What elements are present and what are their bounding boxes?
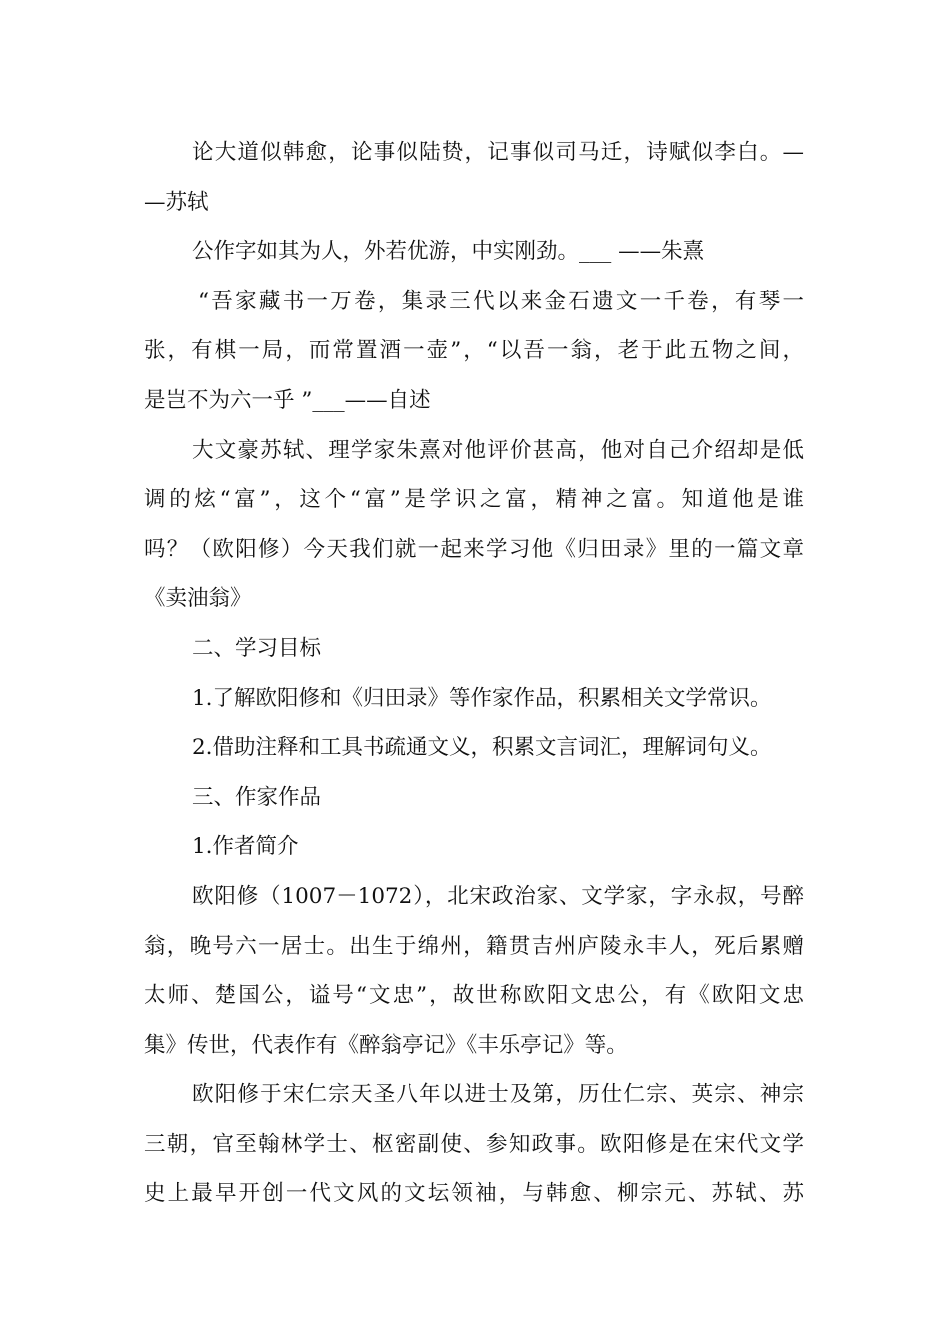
text-line: 2.借助注释和工具书疏通文义，积累文言词汇，理解词句义。 (192, 735, 772, 761)
paragraph-bio-2 (144, 1070, 804, 1219)
text-line: “吾家藏书一万卷，集录三代以来金石遗文一千卷，有琴一 (198, 288, 804, 314)
text-line: 1.了解欧阳修和《归田录》等作家作品，积累相关文学常识。 (192, 685, 772, 711)
subheading-author (144, 822, 804, 872)
text-line: 吗？（欧阳修）今天我们就一起来学习他《归田录》里的一篇文章 (144, 536, 804, 562)
text-line: 欧阳修于宋仁宗天圣八年以进士及第，历仕仁宗、英宗、神宗 (192, 1082, 804, 1108)
text-line: 二、学习目标 (192, 635, 322, 661)
paragraph-bio-1 (144, 872, 804, 1070)
text-line: 翁，晚号六一居士。出生于绵州，籍贯吉州庐陵永丰人，死后累赠 (144, 933, 804, 959)
paragraph-quote-self (144, 277, 804, 426)
document-page (144, 128, 804, 1219)
text-line: 大文豪苏轼、理学家朱熹对他评价甚高，他对自己介绍却是低 (192, 437, 804, 463)
text-line: 《卖油翁》 (144, 586, 252, 612)
text-line: 史上最早开创一代文风的文坛领袖，与韩愈、柳宗元、苏轼、苏 (144, 1181, 804, 1207)
section-heading-works (144, 773, 804, 823)
paragraph-intro (144, 426, 804, 624)
paragraph-quote-zhuxi (144, 227, 804, 277)
list-item-goal-1 (144, 674, 804, 724)
text-line: 张，有棋一局，而常置酒一壶”，“以吾一翁，老于此五物之间， (144, 338, 804, 364)
text-line: 三朝，官至翰林学士、枢密副使、参知政事。欧阳修是在宋代文学 (144, 1131, 804, 1157)
text-line: 集》传世，代表作有《醉翁亭记》《丰乐亭记》等。 (144, 1032, 628, 1058)
list-item-goal-2 (144, 723, 804, 773)
text-line: —苏轼 (144, 189, 209, 215)
text-line: 欧阳修（1007－1072），北宋政治家、文学家，字永叔，号醉 (192, 883, 804, 909)
text-line: 公作字如其为人，外若优游，中实刚劲。___ ——朱熹 (192, 239, 705, 265)
text-line: 论大道似韩愈，论事似陆贽，记事似司马迁，诗赋似李白。— (192, 140, 804, 165)
text-line: 调的炫“富”，这个“富”是学识之富，精神之富。知道他是谁 (144, 487, 804, 513)
text-line: 三、作家作品 (192, 784, 322, 810)
text-line: 1.作者简介 (192, 834, 299, 860)
text-line: 太师、楚国公，谥号“文忠”，故世称欧阳文忠公，有《欧阳文忠 (144, 983, 804, 1009)
section-heading-goals (144, 624, 804, 674)
paragraph-quote-sushi (144, 128, 804, 227)
text-line: 是岂不为六一乎 ”___——自述 (144, 387, 431, 413)
